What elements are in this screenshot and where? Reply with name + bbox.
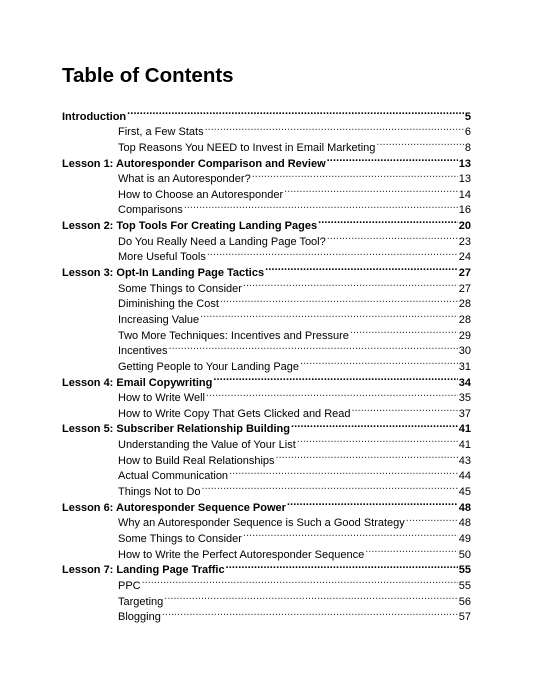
toc-entry-label: Comparisons (118, 204, 183, 217)
dot-leader (291, 417, 458, 433)
dot-leader (213, 370, 457, 386)
toc-entry-page-number: 13 (458, 173, 471, 186)
dot-leader (206, 386, 458, 402)
toc-entry-label: More Useful Tools (118, 251, 206, 264)
dot-leader (297, 432, 458, 448)
toc-entry-label: Getting People to Your Landing Page (118, 360, 300, 373)
dot-leader (318, 213, 458, 229)
toc-entry-label: Lesson 1: Autoresponder Comparison and Review (62, 157, 326, 170)
toc-entry-page-number: 30 (458, 345, 471, 358)
toc-chapter-entry[interactable] (62, 104, 471, 123)
toc-entry-label: First, a Few Stats (118, 126, 204, 139)
toc-entry-page-number: 28 (458, 298, 471, 311)
toc-entry-page-number: 24 (458, 251, 471, 264)
dot-leader (169, 339, 458, 355)
page-title: Table of Contents (62, 64, 234, 87)
toc-entry-page-number: 50 (458, 548, 471, 561)
toc-entry-page-number: 27 (458, 267, 471, 280)
dot-leader (243, 276, 458, 292)
toc-entry-label: What is an Autoresponder? (118, 173, 251, 186)
toc-entry-label: Top Reasons You NEED to Invest in Email Marketing (118, 141, 376, 154)
toc-entry-label: Do You Really Need a Landing Page Tool? (118, 235, 326, 248)
dot-leader (184, 198, 458, 214)
toc-entry-label: Things Not to Do (118, 486, 201, 499)
dot-leader (327, 229, 458, 245)
toc-entry-page-number: 49 (458, 532, 471, 545)
toc-entry-label: PPC (118, 579, 141, 592)
dot-leader (265, 260, 458, 276)
dot-leader (162, 605, 458, 621)
toc-entry-label: How to Choose an Autoresponder (118, 188, 284, 201)
dot-leader (164, 589, 457, 605)
dot-leader (142, 573, 458, 589)
toc-entry-label: Blogging (118, 611, 161, 624)
dot-leader (220, 292, 458, 308)
dot-leader (229, 464, 458, 480)
toc-entry-label: Lesson 2: Top Tools For Creating Landing Pages (62, 220, 318, 233)
toc-entry-label: Some Things to Consider (118, 532, 242, 545)
toc-entry-page-number: 20 (458, 220, 471, 233)
dot-leader (243, 526, 458, 542)
dot-leader (284, 182, 458, 198)
toc-entry-page-number: 31 (458, 360, 471, 373)
dot-leader (327, 151, 458, 167)
toc-entry-page-number: 28 (458, 313, 471, 326)
dot-leader (352, 401, 458, 417)
toc-entry-page-number: 48 (458, 517, 471, 530)
toc-entry-page-number: 41 (458, 423, 471, 436)
toc-entry-page-number: 27 (458, 282, 471, 295)
toc-entry-label: Lesson 5: Subscriber Relationship Building (62, 423, 290, 436)
dot-leader (406, 511, 458, 527)
toc-entry-label: Lesson 3: Opt-In Landing Page Tactics (62, 267, 265, 280)
toc-entry-page-number: 56 (458, 595, 471, 608)
toc-entry-label: Increasing Value (118, 313, 200, 326)
dot-leader (202, 479, 458, 495)
toc-entry-page-number: 41 (458, 439, 471, 452)
toc-entry-page-number: 14 (458, 188, 471, 201)
dot-leader (365, 542, 458, 558)
toc-entry-label: Targeting (118, 595, 164, 608)
dot-leader (127, 104, 464, 120)
toc-entry-label: Lesson 4: Email Copywriting (62, 376, 213, 389)
toc-entry-page-number: 5 (464, 110, 471, 123)
toc-entry-page-number: 34 (458, 376, 471, 389)
dot-leader (207, 245, 458, 261)
toc-entry-page-number: 57 (458, 611, 471, 624)
dot-leader (205, 120, 464, 136)
toc-entry-label: Introduction (62, 110, 127, 123)
dot-leader (252, 167, 458, 183)
toc-entry-label: How to Build Real Relationships (118, 454, 275, 467)
toc-entry-label: Lesson 7: Landing Page Traffic (62, 564, 225, 577)
toc-entry-label: Actual Communication (118, 470, 229, 483)
toc-entry-page-number: 16 (458, 204, 471, 217)
dot-leader (300, 354, 458, 370)
toc-entry-label: How to Write the Perfect Autoresponder Sequence (118, 548, 365, 561)
dot-leader (287, 495, 458, 511)
toc-entry-label: Why an Autoresponder Sequence is Such a Good Strategy (118, 517, 405, 530)
toc-entry-label: Understanding the Value of Your List (118, 439, 296, 452)
toc-entry-page-number: 29 (458, 329, 471, 342)
toc-entry-label: Lesson 6: Autoresponder Sequence Power (62, 501, 286, 514)
dot-leader (200, 307, 458, 323)
toc-entry-label: How to Write Well (118, 392, 206, 405)
toc-entry-page-number: 44 (458, 470, 471, 483)
dot-leader (376, 135, 463, 151)
toc-entry-page-number: 55 (458, 579, 471, 592)
dot-leader (226, 558, 458, 574)
toc-entry-label: Some Things to Consider (118, 282, 242, 295)
toc-entry-page-number: 6 (464, 126, 471, 139)
toc-entry-page-number: 37 (458, 407, 471, 420)
toc-entry-page-number: 13 (458, 157, 471, 170)
toc-entry-page-number: 55 (458, 564, 471, 577)
toc-entry-label: Two More Techniques: Incentives and Pressure (118, 329, 349, 342)
toc-entry-page-number: 23 (458, 235, 471, 248)
toc-entry-label: Diminishing the Cost (118, 298, 219, 311)
dot-leader (276, 448, 458, 464)
toc-entry-page-number: 43 (458, 454, 471, 467)
dot-leader (350, 323, 458, 339)
toc-entry-page-number: 48 (458, 501, 471, 514)
table-of-contents (62, 104, 471, 624)
toc-entry-label: How to Write Copy That Gets Clicked and Read (118, 407, 351, 420)
toc-entry-label: Incentives (118, 345, 168, 358)
toc-entry-page-number: 8 (464, 141, 471, 154)
toc-entry-page-number: 45 (458, 486, 471, 499)
toc-entry-page-number: 35 (458, 392, 471, 405)
